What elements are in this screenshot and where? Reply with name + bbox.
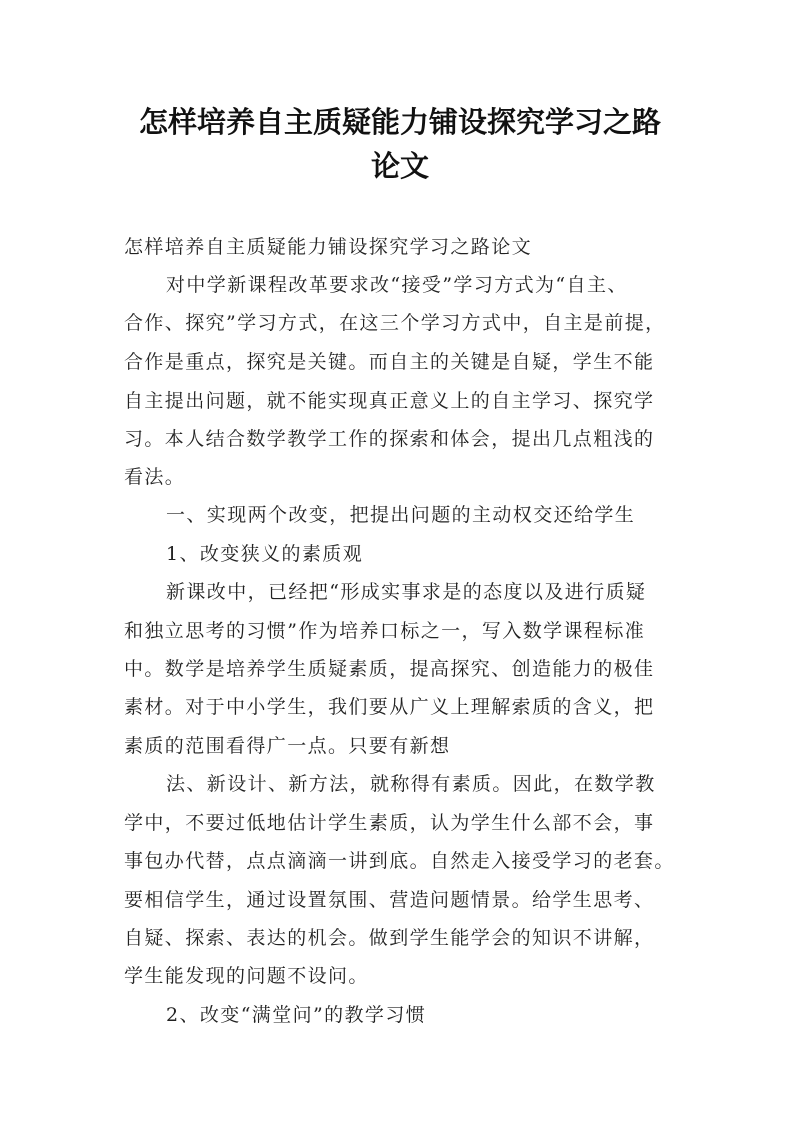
subsection-heading: 1、改变狭义的素质观: [166, 543, 364, 565]
paragraph-line: 和独立思考的习惯”作为培养口标之一，写入数学课程标准: [124, 620, 646, 642]
document-title-line-2: 论文: [370, 149, 429, 183]
paragraph-line: 学中，不要过低地估计学生素质，认为学生什么部不会，事: [124, 812, 655, 834]
paragraph-line: 习。本人结合数学教学工作的探索和体会，提出几点粗浅的: [124, 428, 655, 450]
paragraph-line: 素质的范围看得广一点。只要有新想: [124, 735, 451, 757]
paragraph-line: 中。数学是培养学生质疑素质，提高探究、创造能力的极佳: [124, 658, 655, 680]
paragraph-line: 学生能发现的问题不设问。: [124, 965, 369, 987]
paragraph-line: 法、新设计、新方法，就称得有素质。因此，在数学教: [166, 773, 656, 795]
paragraph-line: 看法。: [124, 466, 186, 488]
paragraph-line: 自主提出问题，就不能实现真正意义上的自主学习、探究学: [124, 390, 655, 412]
paragraph-line: 合作是重点，探究是关键。而自主的关键是自疑，学生不能: [124, 351, 655, 373]
paragraph-line: 要相信学生，通过设置氛围、营造问题情景。给学生思考、: [124, 889, 655, 911]
subtitle-line: 怎样培养自主质疑能力铺设探究学习之路论文: [124, 236, 533, 258]
paragraph-line: 自疑、探索、表达的机会。做到学生能学会的知识不讲解，: [124, 927, 655, 949]
paragraph-line: 合作、探究”学习方式，在这三个学习方式中，自主是前提，: [124, 312, 666, 334]
subsection-heading: 2、改变“满堂问”的教学习惯: [166, 1004, 427, 1026]
paragraph-line: 事包办代替，点点滴滴一讲到底。自然走入接受学习的老套。: [124, 850, 675, 872]
paragraph-line: 新课改中，已经把“形成实事求是的态度以及进行质疑: [166, 581, 647, 603]
section-heading: 一、实现两个改变，把提出问题的主动权交还给学生: [166, 504, 636, 526]
document-title-line-1: 怎样培养自主质疑能力铺设探究学习之路: [138, 105, 661, 139]
paragraph-line: 对中学新课程改革要求改“接受”学习方式为“自主、: [166, 274, 628, 296]
paragraph-line: 素材。对于中小学生，我们要从广义上理解索质的含义，把: [124, 696, 655, 718]
